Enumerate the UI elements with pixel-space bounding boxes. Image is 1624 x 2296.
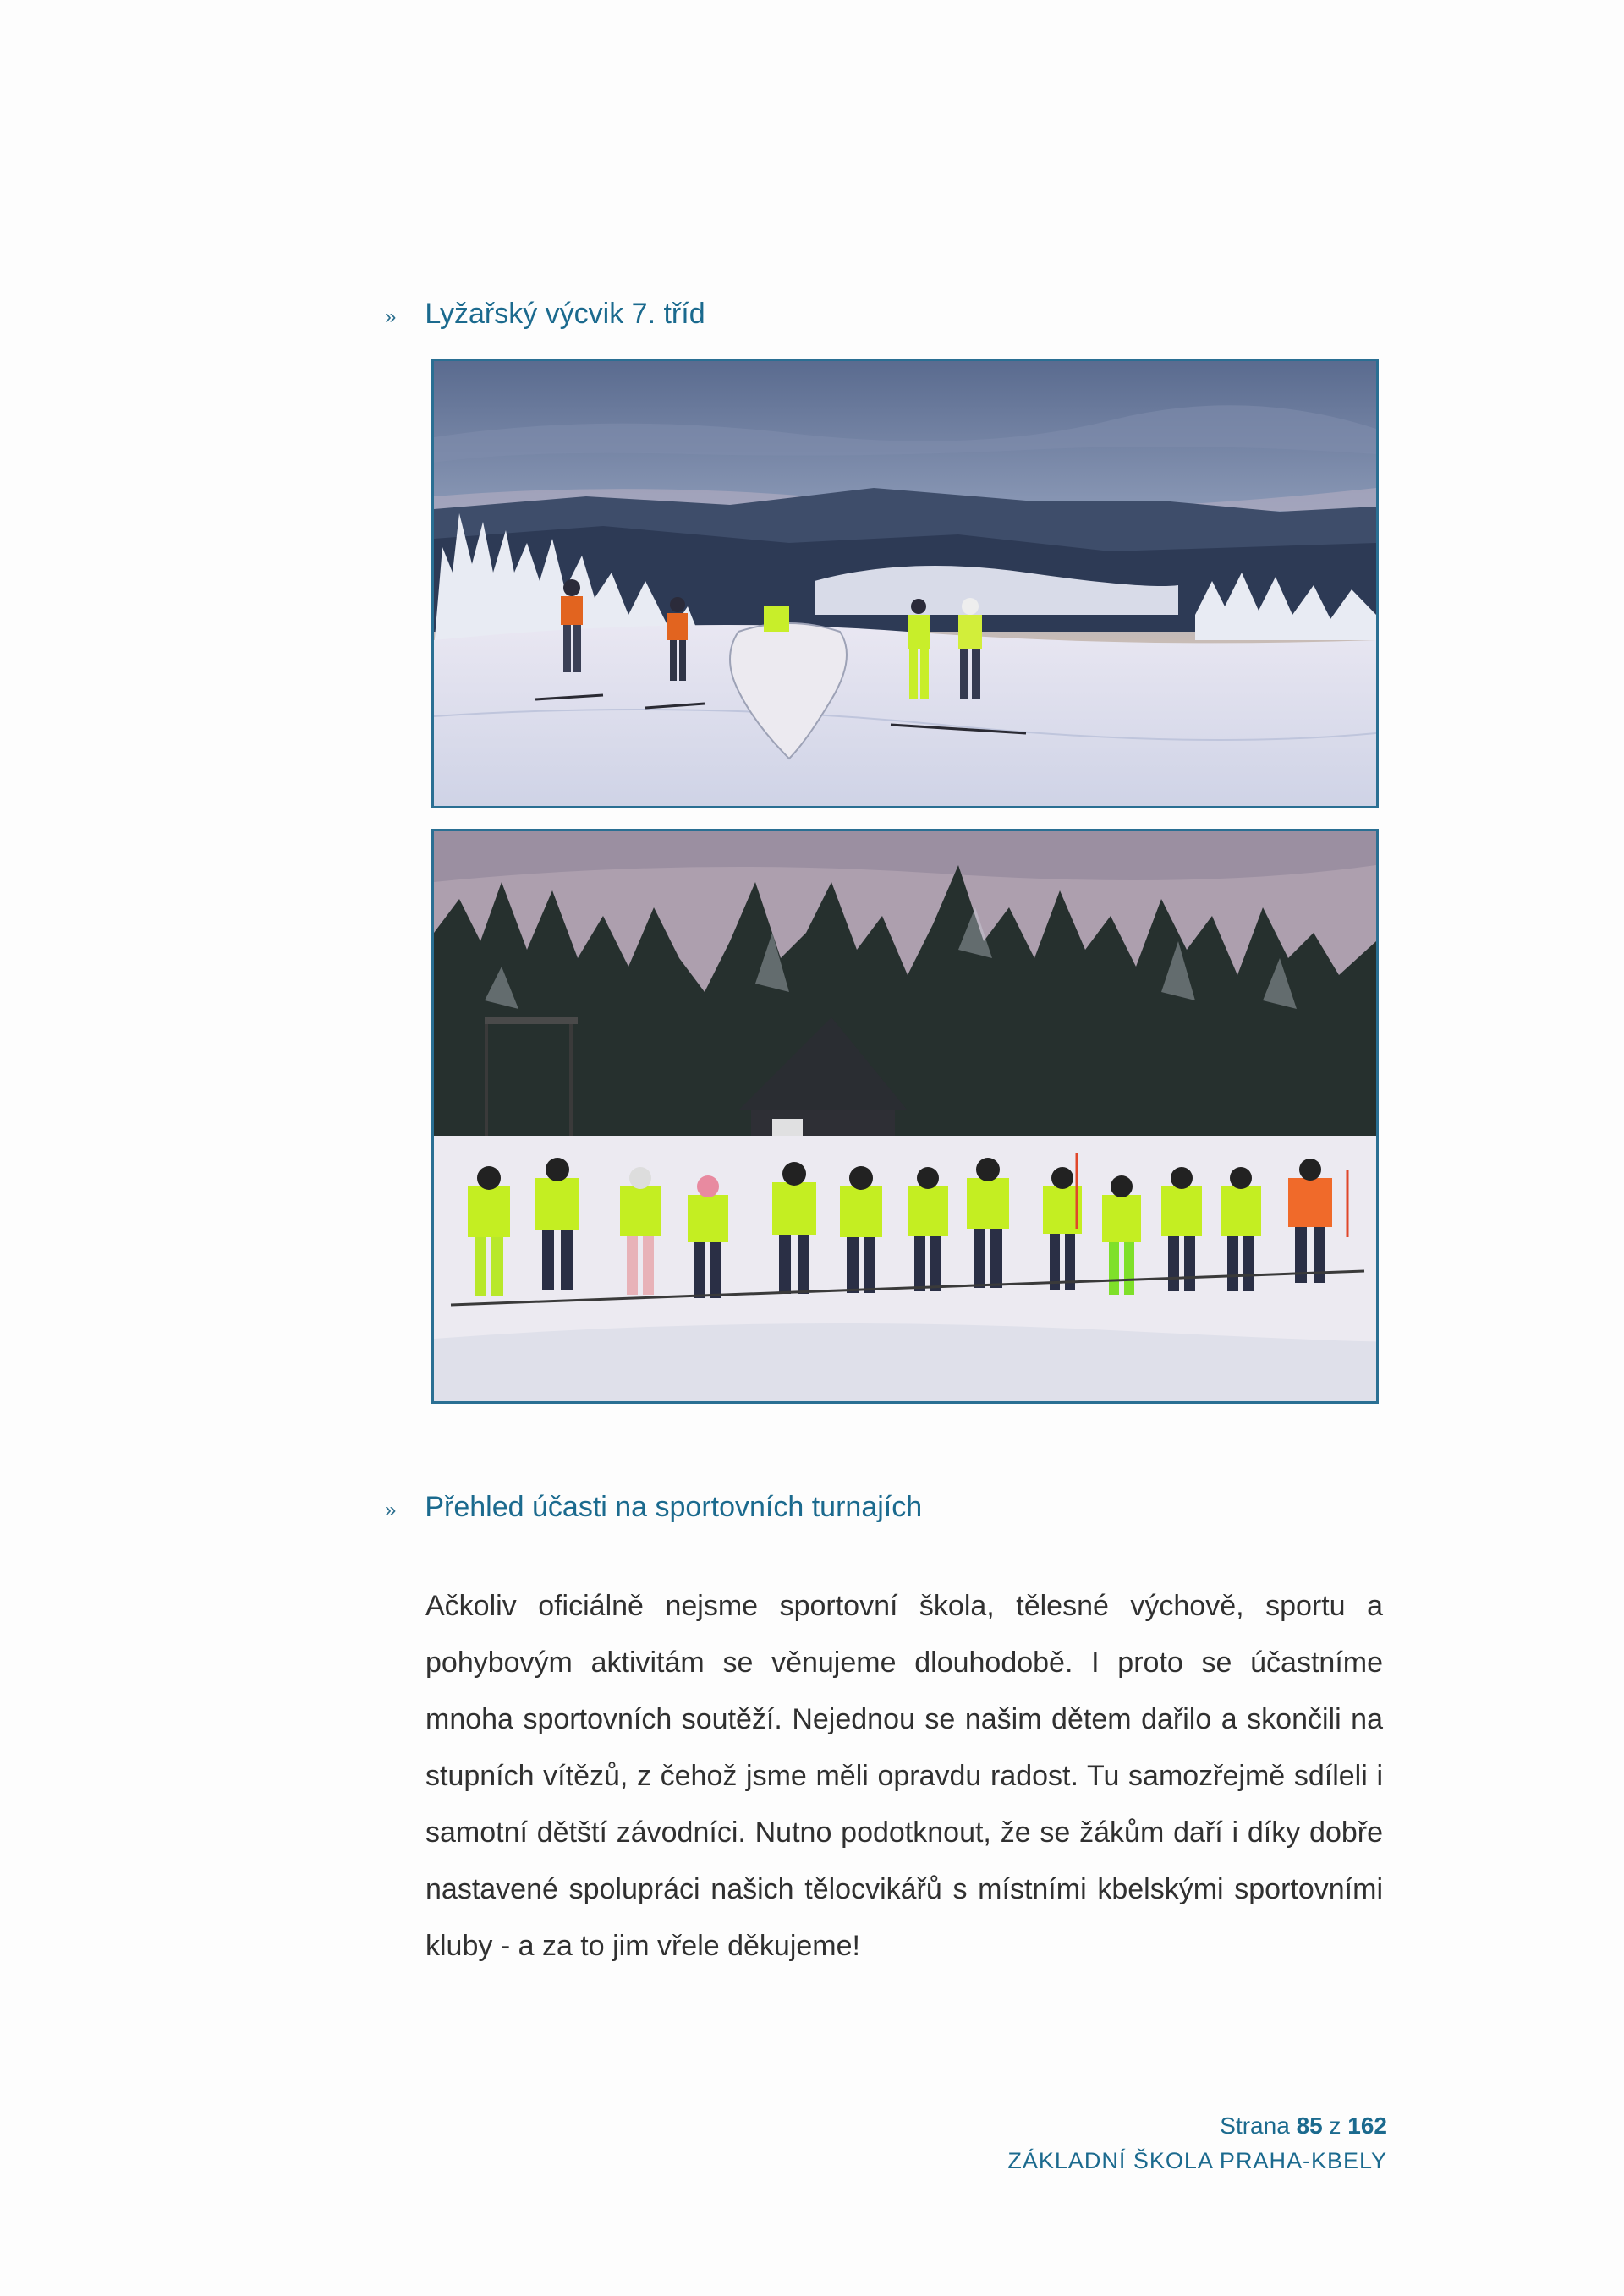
bullet-marker: » — [385, 305, 397, 328]
bullet-marker: » — [385, 1499, 397, 1521]
section-title: Přehled účasti na sportovních turnajích — [425, 1491, 923, 1523]
section-title: Lyžařský výcvik 7. tříd — [425, 298, 705, 330]
school-name: ZÁKLADNÍ ŠKOLA PRAHA-KBELY — [1007, 2148, 1387, 2173]
section-heading-ski-course — [385, 298, 705, 331]
photo-ski-slope-panorama — [431, 359, 1379, 808]
section-heading-tournaments — [385, 1491, 922, 1524]
page-separator: z — [1329, 2112, 1341, 2139]
page-prefix: Strana — [1220, 2112, 1290, 2139]
page-current: 85 — [1296, 2112, 1323, 2139]
page-number — [1220, 2112, 1387, 2140]
page-total: 162 — [1347, 2112, 1387, 2139]
body-paragraph: Ačkoliv oficiálně nejsme sportovní škola, tělesné výchově, sportu a pohybovým aktivitám se věnujeme dlouhodobě. I proto se účastníme mnoha sportovních soutěží. Nejednou se našim dětem dařilo a skončili na stupních vítězů, z čehož jsme měli opravdu radost. Tu samozřejmě sdíleli i samotní dětští závodníci. Nutno podotknout, že se žákům daří i díky dobře nastavené spolupráci našich tělocvikářů s místními kbelskými sportovními kluby - a za to jim vřele děkujeme! — [425, 1590, 1383, 1962]
photo-ski-group-lineup — [431, 829, 1379, 1404]
